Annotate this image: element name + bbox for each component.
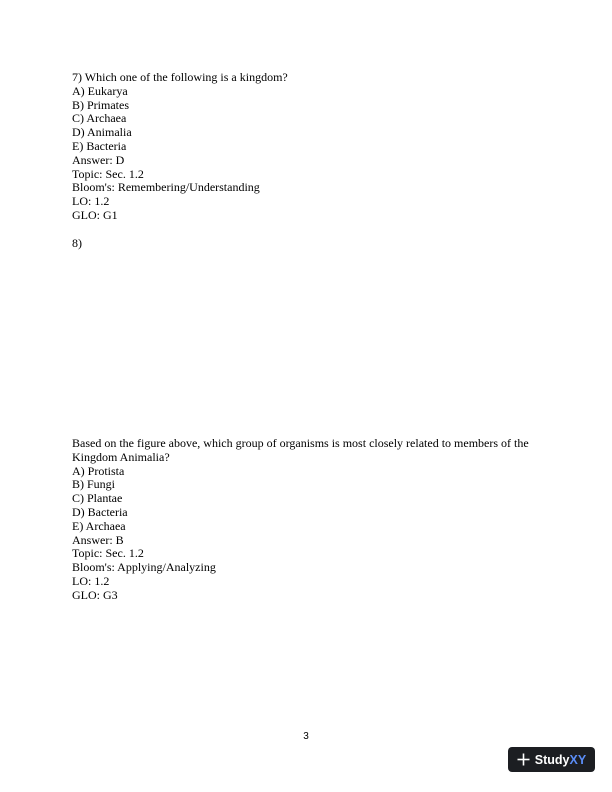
option-d: D) Animalia [72, 125, 132, 140]
topic: Topic: Sec. 1.2 [72, 546, 144, 561]
answer: Answer: D [72, 152, 125, 167]
question-8-number: 8) [72, 236, 82, 250]
general-learning-objective: GLO: G1 [72, 207, 118, 222]
option-a: A) Protista [72, 463, 125, 478]
plus-icon [517, 753, 530, 766]
brand-name: StudyXY [534, 752, 587, 767]
option-c: C) Archaea [72, 111, 127, 126]
option-e: E) Archaea [72, 518, 126, 533]
general-learning-objective: GLO: G3 [72, 587, 118, 602]
blooms-level: Bloom's: Remembering/Understanding [72, 180, 260, 195]
question-stem: 7) Which one of the following is a kingdom? [72, 70, 288, 84]
question-7 [72, 71, 288, 223]
option-b: B) Primates [72, 97, 129, 112]
learning-objective: LO: 1.2 [72, 573, 110, 588]
learning-objective: LO: 1.2 [72, 194, 110, 209]
option-a: A) Eukarya [72, 83, 128, 98]
option-c: C) Plantae [72, 491, 123, 506]
studyxy-badge[interactable] [508, 747, 595, 772]
option-d: D) Bacteria [72, 504, 128, 519]
question-8 [72, 437, 542, 603]
question-stem: Based on the figure above, which group of organisms is most closely related to members of the Kingdom Animalia? [72, 436, 529, 464]
answer: Answer: B [72, 532, 124, 547]
page-number: 3 [303, 731, 309, 742]
option-e: E) Bacteria [72, 138, 127, 153]
topic: Topic: Sec. 1.2 [72, 166, 144, 181]
blooms-level: Bloom's: Applying/Analyzing [72, 560, 216, 575]
option-b: B) Fungi [72, 477, 116, 492]
